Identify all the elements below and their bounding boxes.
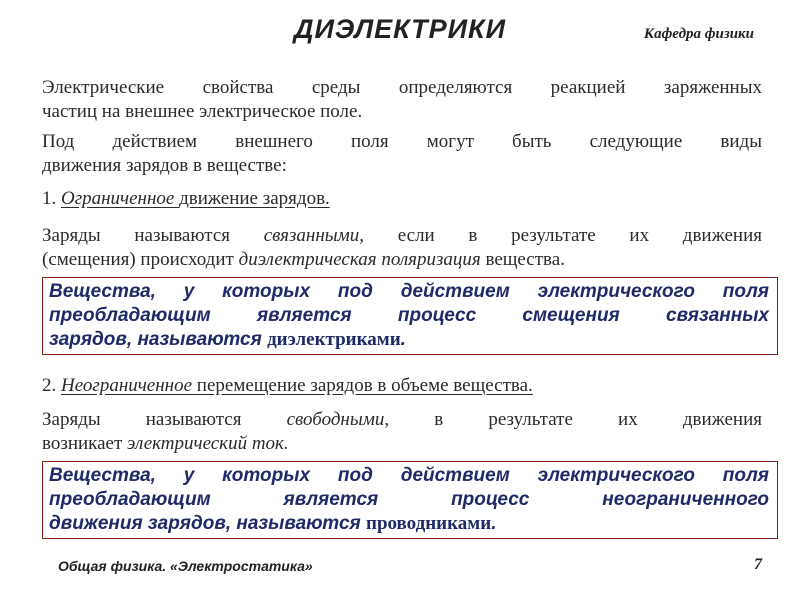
item-2-italic: Неограниченное — [61, 375, 193, 396]
bound-term: связанными — [263, 225, 360, 246]
box1-line-1: Вещества, у которых под действием электрического поля — [49, 281, 769, 302]
box2-line-end: . — [491, 513, 497, 534]
box2-line-3: движения зарядов, называются — [49, 513, 361, 534]
conductor-definition-box — [42, 461, 778, 539]
intro-line-2: частиц на внешнее электрическое поле. — [42, 101, 363, 122]
box2-line-1: Вещества, у которых под действием электрического поля — [49, 465, 769, 486]
course-footer: Общая физика. «Электростатика» — [58, 558, 313, 574]
dielectrics-keyword: диэлектриками — [267, 329, 401, 350]
free-l1-a: Заряды называются — [42, 409, 242, 430]
free-l2-a: возникает — [42, 433, 123, 454]
intro-line-1: Электрические свойства среды определяются реакцией заряженных — [42, 77, 762, 98]
free-term: свободными — [286, 409, 385, 430]
bound-l2-b: вещества. — [485, 249, 565, 270]
polarization-term: диэлектрическая поляризация — [238, 249, 481, 270]
page-number: 7 — [754, 556, 762, 573]
kinds-line-2: движения зарядов в веществе: — [42, 155, 287, 176]
item-1-rest: движение зарядов. — [179, 188, 330, 209]
intro-paragraph — [42, 76, 762, 124]
current-term: электрический ток. — [127, 433, 289, 454]
bound-charges-paragraph — [42, 224, 762, 272]
item-2-number: 2. — [42, 375, 57, 396]
free-charges-paragraph — [42, 408, 762, 456]
conductors-keyword: проводниками — [366, 513, 492, 534]
item-1-number: 1. — [42, 188, 57, 209]
bound-l2-a: (смещения) происходит — [42, 249, 234, 270]
motion-kinds-paragraph — [42, 130, 762, 178]
box1-line-end: . — [400, 329, 406, 350]
item-2-rest: перемещение зарядов в объеме вещества. — [196, 375, 533, 396]
dielectric-definition-box — [42, 277, 778, 355]
slide-title: ДИЭЛЕКТРИКИ — [293, 14, 507, 44]
box2-line-2: преобладающим является процесс неограниченного — [49, 489, 769, 510]
bound-l1-b: , если в результате их движения — [359, 225, 762, 246]
box1-line-2: преобладающим является процесс смещения связанных — [49, 305, 769, 326]
item-1-heading — [42, 187, 762, 211]
department-label: Кафедра физики — [643, 26, 754, 42]
item-2-heading — [42, 374, 762, 398]
free-l1-b: , в результате их движения — [384, 409, 763, 430]
kinds-line-1: Под действием внешнего поля могут быть следующие виды — [42, 131, 762, 152]
bound-l1-a: Заряды называются — [42, 225, 231, 246]
box1-line-3: зарядов, называются — [49, 329, 262, 350]
item-1-italic: Ограниченное — [61, 188, 175, 209]
